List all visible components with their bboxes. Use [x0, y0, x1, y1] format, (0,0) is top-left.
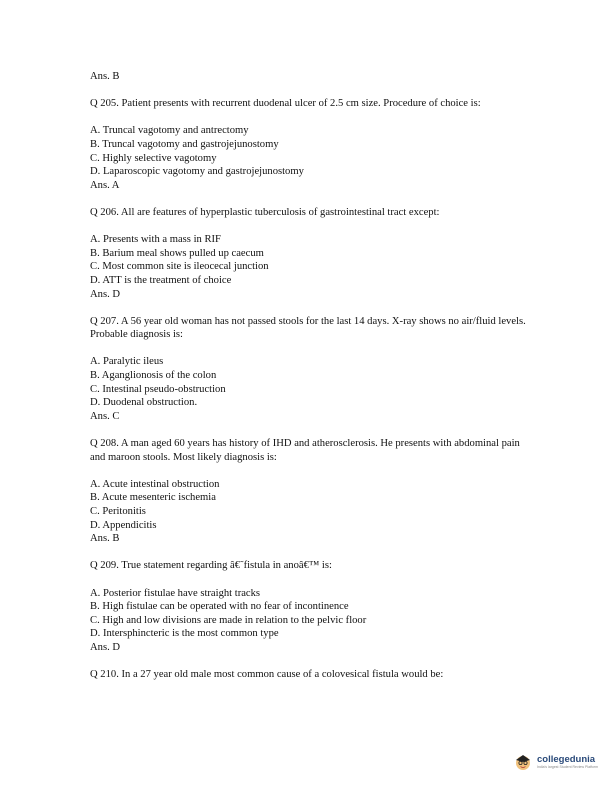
option-d: D. Appendicitis [90, 519, 157, 531]
document-content [90, 70, 530, 682]
option-a: A. Posterior fistulae have straight tracks [90, 587, 261, 599]
question-block-207 [90, 315, 530, 424]
option-b: B. High fistulae can be operated with no fear of incontinence [90, 601, 349, 613]
question-text: Q 209. True statement regarding â€˜fistula in anoâ€™ is: [90, 560, 332, 572]
option-a: A. Presents with a mass in RIF [90, 234, 221, 246]
option-c: C. High and low divisions are made in relation to the pelvic floor [90, 614, 367, 626]
option-b: B. Acute mesenteric ischemia [90, 492, 216, 504]
question-block-209 [90, 559, 530, 654]
question-block-206 [90, 206, 530, 301]
question-text: Q 205. Patient presents with recurrent duodenal ulcer of 2.5 cm size. Procedure of choice is: [90, 98, 481, 110]
answer-line: Ans. C [90, 410, 120, 422]
answer-line: Ans. D [90, 641, 121, 653]
option-c: C. Highly selective vagotomy [90, 152, 217, 164]
question-text: Q 208. A man aged 60 years has history of IHD and atherosclerosis. He presents with abdominal pain and maroon stools. Most likely diagnosis is: [90, 438, 520, 463]
answer-line: Ans. D [90, 288, 121, 300]
option-a: A. Acute intestinal obstruction [90, 478, 220, 490]
option-c: C. Intestinal pseudo-obstruction [90, 383, 226, 395]
option-c: C. Peritonitis [90, 506, 146, 517]
option-b: B. Barium meal shows pulled up caecum [90, 247, 264, 259]
answer-line: Ans. A [90, 179, 120, 191]
answer-line: Ans. B [90, 533, 120, 545]
option-d: D. Laparoscopic vagotomy and gastrojejunostomy [90, 166, 304, 178]
option-d: D. Intersphincteric is the most common type [90, 628, 279, 640]
option-c: C. Most common site is ileocecal junction [90, 261, 269, 273]
question-text: Q 207. A 56 year old woman has not passed stools for the last 14 days. X-ray shows no air/fluid levels. Probable diagnosis is: [90, 315, 526, 341]
logo-tagline: India's largest Student Review Platform [537, 765, 598, 769]
option-b: B. Truncal vagotomy and gastrojejunostomy [90, 138, 279, 150]
question-block-205 [90, 97, 530, 192]
option-b: B. Aganglionosis of the colon [90, 370, 217, 382]
student-mascot-icon [513, 752, 533, 772]
question-text: Q 206. All are features of hyperplastic tuberculosis of gastrointestinal tract except: [90, 206, 440, 218]
option-d: D. Duodenal obstruction. [90, 397, 198, 409]
option-a: A. Paralytic ileus [90, 356, 164, 368]
option-a: A. Truncal vagotomy and antrectomy [90, 125, 249, 137]
answer-line: Ans. B [90, 71, 120, 82]
question-block-210 [90, 668, 530, 682]
question-text: Q 210. In a 27 year old male most common cause of a colovesical fistula would be: [90, 669, 444, 681]
question-block-208 [90, 437, 530, 546]
collegedunia-logo [513, 752, 598, 772]
logo-name: collegedunia [537, 754, 596, 765]
option-d: D. ATT is the treatment of choice [90, 274, 232, 286]
